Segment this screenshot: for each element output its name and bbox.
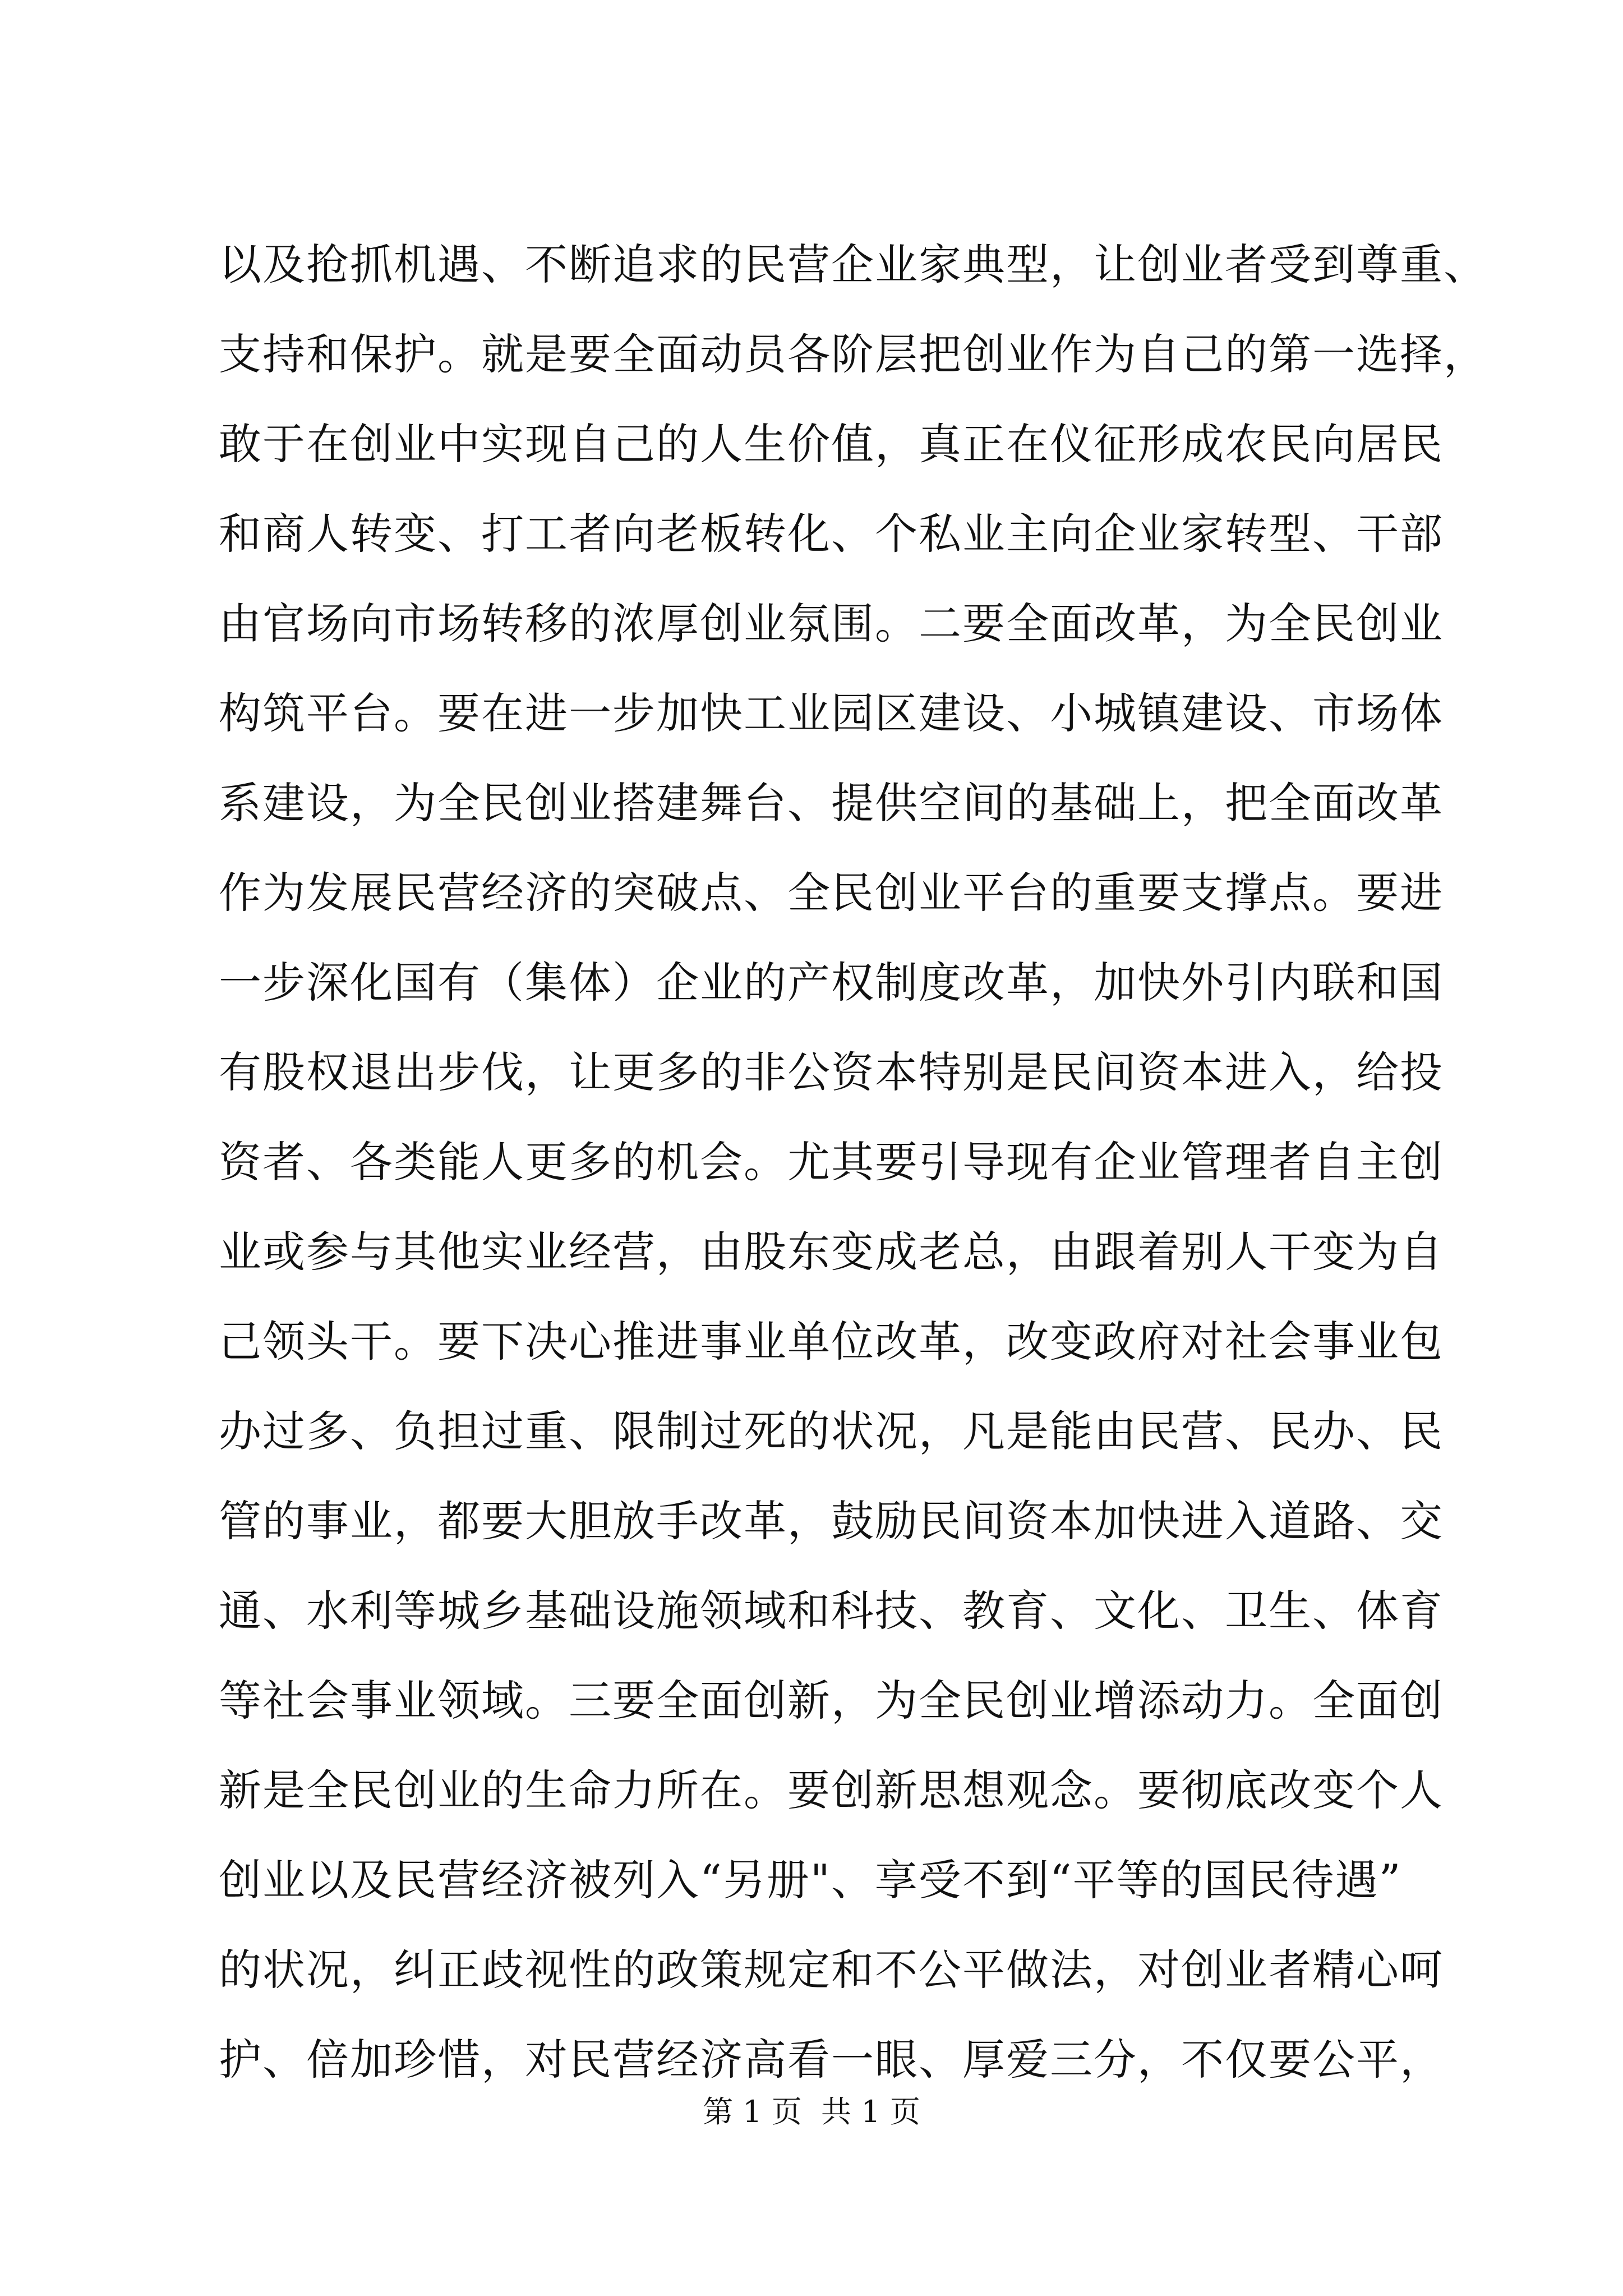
text-line: 系建设，为全民创业搭建舞台、提供空间的基础上，把全面改革	[219, 778, 1444, 828]
text-line: 的状况，纠正歧视性的政策规定和不公平做法，对创业者精心呵	[219, 1945, 1444, 1995]
text-line: 新是全民创业的生命力所在。要创新思想观念。要彻底改变个人	[219, 1765, 1444, 1815]
text-line: 通、水利等城乡基础设施领域和科技、教育、文化、卫生、体育	[219, 1586, 1444, 1636]
text-line: 敢于在创业中实现自己的人生价值，真正在仪征形成农民向居民	[219, 419, 1444, 469]
text-line: 构筑平台。要在进一步加快工业园区建设、小城镇建设、市场体	[219, 688, 1444, 738]
text-line: 有股权退出步伐，让更多的非公资本特别是民间资本进入，给投	[219, 1047, 1444, 1097]
text-line: 作为发展民营经济的突破点、全民创业平台的重要支撑点。要进	[219, 868, 1444, 918]
body-text	[219, 220, 1487, 2105]
page-footer: 第 1 页 共 1 页	[703, 2094, 920, 2129]
text-line: 和商人转变、打工者向老板转化、个私业主向企业家转型、干部	[219, 509, 1444, 559]
text-line: 支持和保护。就是要全面动员各阶层把创业作为自己的第一选择，	[219, 329, 1487, 379]
text-line: 等社会事业领域。三要全面创新，为全民创业增添动力。全面创	[219, 1676, 1444, 1726]
text-line: 业或参与其他实业经营，由股东变成老总，由跟着别人干变为自	[219, 1227, 1444, 1277]
text-line: 一步深化国有（集体）企业的产权制度改革，加快外引内联和国	[219, 958, 1444, 1007]
text-line: 由官场向市场转移的浓厚创业氛围。二要全面改革，为全民创业	[219, 599, 1444, 648]
text-line: 己领头干。要下决心推进事业单位改革，改变政府对社会事业包	[219, 1317, 1444, 1366]
text-line: 护、倍加珍惜，对民营经济高看一眼、厚爱三分，不仅要公平，	[219, 2035, 1444, 2085]
text-line: 资者、各类能人更多的机会。尤其要引导现有企业管理者自主创	[219, 1137, 1444, 1187]
text-line: 创业以及民营经济被列入“另册"、享受不到“平等的国民待遇”	[219, 1855, 1402, 1905]
text-line: 管的事业，都要大胆放手改革，鼓励民间资本加快进入道路、交	[219, 1496, 1444, 1546]
text-line: 办过多、负担过重、限制过死的状况，凡是能由民营、民办、民	[219, 1406, 1444, 1456]
text-line: 以及抢抓机遇、不断追求的民营企业家典型，让创业者受到尊重、	[219, 240, 1487, 289]
